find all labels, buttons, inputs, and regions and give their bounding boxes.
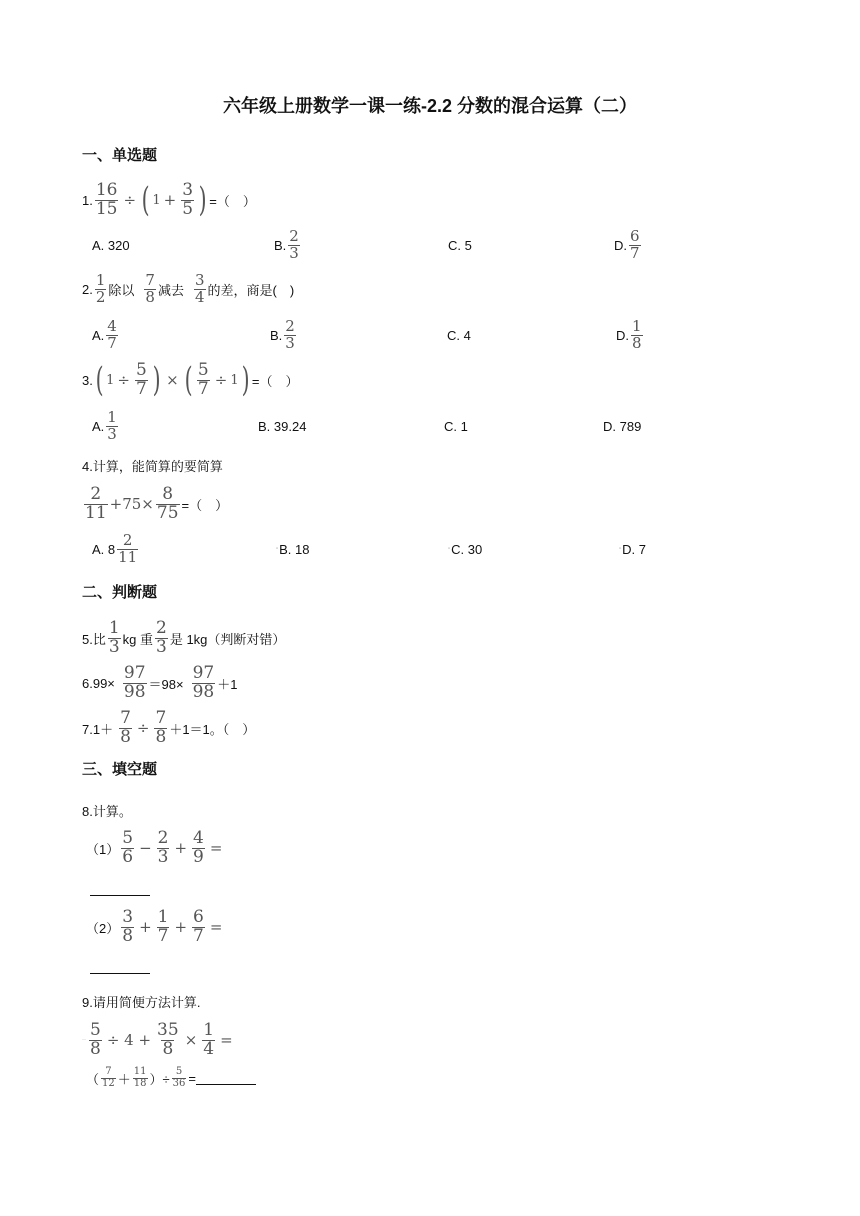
fraction: $\frac{1}{4}$	[203, 1020, 215, 1059]
operator: ÷	[136, 719, 150, 737]
fraction: $\frac{8}{75}$	[156, 484, 179, 523]
number: 1	[230, 372, 239, 388]
fraction: $\frac{7}{12}$	[102, 1066, 115, 1089]
expression-part: +75×	[109, 495, 154, 513]
fraction: $\frac{11}{18}$	[133, 1066, 147, 1089]
operator: =	[209, 839, 223, 857]
fraction: $\frac{2}{11}$	[85, 484, 107, 523]
fraction: $\frac{5}{6}$	[122, 828, 134, 867]
fraction: $\frac{3}{8}$	[122, 907, 134, 946]
question-number: 6.99×	[82, 675, 115, 691]
right-paren: )	[241, 360, 250, 400]
fraction: $\frac{7}{8}$	[120, 708, 131, 747]
operator: ÷	[117, 371, 130, 389]
question-8-part-1	[86, 830, 225, 866]
option-b[interactable]: B. 39.24	[258, 418, 307, 434]
fraction: $\frac{6}{7}$	[193, 907, 204, 946]
question-text: 的差，商是( )	[207, 282, 295, 298]
part-label: （1）	[86, 841, 120, 857]
fraction: $\frac{97}{98}$	[123, 663, 146, 702]
operator: −	[139, 839, 152, 857]
marker-dots-icon: ··	[82, 1037, 86, 1043]
question-9-expression-1	[82, 1022, 236, 1058]
section-heading-single-choice: 一、单选题	[82, 147, 158, 164]
operator: +	[163, 191, 177, 209]
question-tail: =（ ）	[251, 373, 299, 389]
question-number: 2.	[82, 281, 93, 297]
left-paren: （	[86, 1071, 100, 1087]
operator: +	[174, 918, 188, 936]
fraction: $\frac{1}{2}$	[95, 271, 106, 306]
option-b[interactable]: ▫ B. 18	[276, 541, 310, 557]
expression-part: ＋1	[217, 676, 238, 692]
operator: =	[188, 1070, 196, 1086]
option-c[interactable]: C. 1	[444, 418, 468, 434]
fraction: $\frac{1}{3}$	[108, 618, 120, 657]
question-text: 除以	[108, 282, 135, 298]
fraction: $\frac{5}{7}$	[197, 360, 209, 399]
answer-blank-8-1[interactable]	[90, 895, 150, 896]
question-number: 7.1＋	[82, 721, 114, 737]
operator: +	[174, 839, 188, 857]
left-paren: (	[184, 360, 193, 400]
operator: =	[209, 918, 223, 936]
question-4-text: 4.计算，能简算的要简算	[82, 459, 223, 474]
question-8-text: 8.计算。	[82, 804, 132, 819]
option-c[interactable]: C. 5	[448, 237, 472, 253]
fraction: $\frac{16}{15}$	[95, 180, 118, 219]
operator: ×	[166, 371, 179, 389]
fraction: $\frac{5}{7}$	[135, 360, 147, 399]
question-tail: =（ ）	[181, 497, 229, 513]
number: 1	[106, 372, 115, 388]
question-6	[82, 665, 237, 701]
fraction: $\frac{2}{3}$	[157, 828, 169, 867]
option-d[interactable]: D. $\frac{1}{8}$	[616, 317, 642, 352]
option-d[interactable]: D. $\frac{6}{7}$	[614, 227, 640, 262]
fraction: $\frac{7}{8}$	[145, 271, 155, 306]
question-text: kg 重	[122, 631, 154, 647]
fraction: $\frac{2}{3}$	[156, 618, 167, 657]
options-q2	[0, 317, 860, 352]
right-paren: )	[198, 180, 207, 220]
operator: ÷	[123, 191, 137, 209]
part-label: （2）	[86, 920, 120, 936]
fraction: $\frac{3}{4}$	[194, 271, 205, 306]
question-2	[82, 273, 294, 305]
option-a[interactable]: A. 8 $\frac{2}{11}$	[92, 531, 138, 566]
fraction: $\frac{5}{8}$	[90, 1020, 101, 1059]
answer-blank-9[interactable]	[196, 1083, 256, 1085]
options-q4	[0, 531, 860, 566]
option-a[interactable]: A. $\frac{4}{7}$	[92, 317, 117, 352]
question-number: 5.比	[82, 631, 106, 647]
option-d[interactable]: D. 789	[603, 418, 642, 434]
question-text: 减去	[157, 282, 184, 298]
fraction: $\frac{7}{8}$	[155, 708, 167, 747]
left-paren: (	[141, 180, 150, 220]
number: 1	[152, 192, 161, 208]
question-4-expression	[82, 486, 228, 522]
option-b[interactable]: B. $\frac{2}{3}$	[274, 227, 299, 262]
left-paren: (	[95, 360, 104, 400]
question-5	[82, 620, 285, 656]
fraction: $\frac{97}{98}$	[192, 663, 215, 702]
right-paren: )	[152, 360, 161, 400]
section-heading-true-false: 二、判断题	[82, 584, 158, 601]
question-tail: ＋1＝1。（ ）	[169, 721, 256, 737]
operator: ÷ 4 +	[106, 1031, 152, 1049]
option-a[interactable]: A. $\frac{1}{3}$	[92, 408, 117, 443]
option-b[interactable]: B. $\frac{2}{3}$	[270, 317, 295, 352]
fraction: $\frac{5}{36}$	[172, 1066, 186, 1089]
expression-part: ＝98×	[148, 676, 184, 692]
operator: ＋	[117, 1071, 131, 1087]
question-number: 3.	[82, 372, 93, 388]
fraction: $\frac{3}{5}$	[182, 180, 194, 219]
question-9-text: 9.请用简便方法计算.	[82, 995, 201, 1010]
operator: +	[139, 918, 152, 936]
option-d[interactable]: ▫ D. 7	[619, 541, 646, 557]
operator: =	[220, 1031, 233, 1049]
page-title: 六年级上册数学一课一练-2.2 分数的混合运算（二）	[222, 96, 637, 116]
question-7	[82, 710, 255, 746]
fraction: $\frac{1}{7}$	[157, 907, 169, 946]
fraction: $\frac{4}{9}$	[193, 828, 204, 867]
options-q1	[0, 227, 860, 262]
question-text: 是 1kg（判断对错）	[169, 631, 286, 647]
question-number: 1.	[82, 192, 93, 208]
option-c[interactable]: ▫ C. 30	[448, 541, 483, 557]
options-q3	[0, 408, 860, 443]
operator: ÷	[214, 371, 228, 389]
option-c[interactable]: C. 4	[447, 327, 471, 343]
question-9-expression-2	[86, 1067, 256, 1089]
answer-blank-8-2[interactable]	[90, 973, 150, 974]
option-a[interactable]: A. 320	[92, 237, 130, 253]
question-tail: =（ ）	[209, 193, 256, 209]
right-paren: ）÷	[149, 1071, 170, 1087]
question-8-part-2	[86, 909, 225, 945]
operator: ×	[184, 1031, 198, 1049]
section-heading-fill-in: 三、填空题	[82, 761, 158, 778]
fraction: $\frac{35}{8}$	[157, 1020, 179, 1059]
question-3	[82, 362, 298, 398]
question-1	[82, 182, 256, 218]
